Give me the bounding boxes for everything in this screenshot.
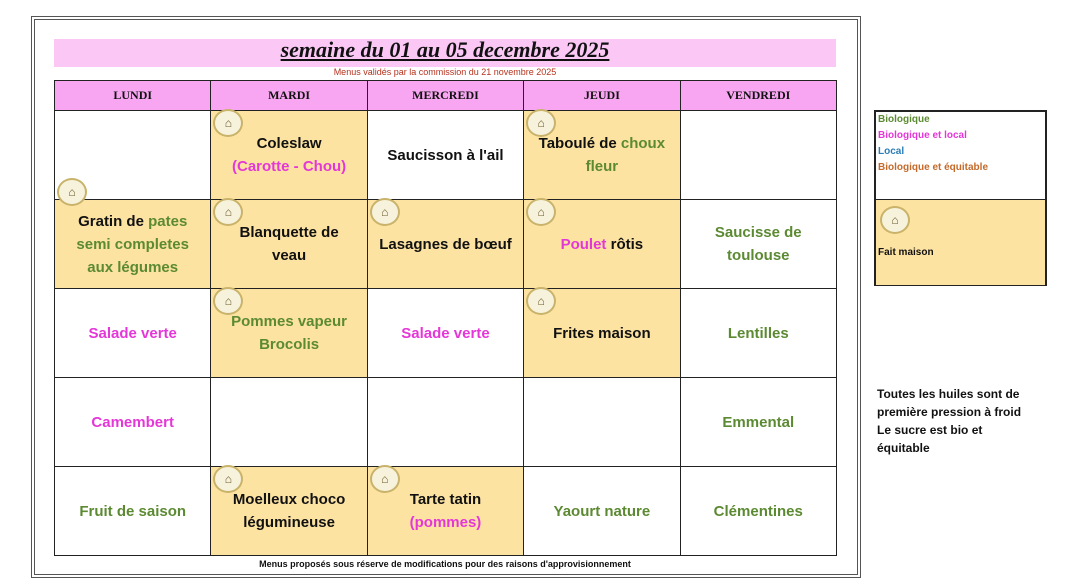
day-header-row — [55, 81, 837, 111]
menu-row — [55, 200, 837, 289]
legend-item-local: Local — [878, 146, 905, 157]
menu-cell-lundi — [55, 378, 211, 467]
dish-text: Salade verte — [401, 324, 490, 342]
legend-item-biologique-et-equitable: Biologique et équitable — [878, 162, 989, 173]
menu-table — [54, 80, 837, 556]
menu-cell-jeudi — [524, 289, 680, 378]
dish-text: Gratin de — [78, 212, 149, 230]
menu-row — [55, 289, 837, 378]
fait-maison-logo-icon: ⌂ — [213, 287, 243, 315]
dish-text: fleur — [585, 158, 619, 175]
dish-text: toulouse — [727, 247, 790, 264]
footer-note: Menus proposés sous réserve de modifications pour des raisons d'approvisionnement — [259, 559, 631, 569]
legend-fait-maison-label: Fait maison — [878, 247, 934, 258]
dish-text: Fruit de saison — [79, 502, 187, 520]
menu-cell-mardi — [211, 289, 367, 378]
dish-text: Taboulé de — [538, 135, 621, 152]
dish-line — [215, 333, 362, 356]
dish-text: Saucisson à l'ail — [387, 146, 504, 164]
menu-cell-jeudi — [524, 200, 680, 289]
legend-fait-maison-swatch — [876, 199, 1045, 285]
menu-cell-vendredi — [680, 289, 836, 378]
menu-row — [55, 378, 837, 467]
menu-row — [55, 467, 837, 556]
dish-line — [59, 322, 206, 345]
menu-cell-mardi — [211, 378, 367, 467]
dish-text: aux légumes — [87, 258, 179, 276]
dish-text: (Carotte - Chou) — [232, 158, 347, 175]
dish-text: Emmental — [722, 413, 795, 431]
dish-text: légumineuse — [243, 514, 335, 531]
dish-text: semi completes — [76, 235, 189, 253]
dish-line — [59, 210, 206, 233]
dish-line — [372, 488, 519, 511]
fait-maison-logo-icon: ⌂ — [370, 465, 400, 493]
note-line: Le sucre est bio et — [877, 423, 983, 437]
dish-text: Blanquette de — [239, 224, 339, 241]
dish-line — [215, 511, 362, 534]
menu-cell-mercredi — [367, 289, 523, 378]
dish-line — [685, 322, 832, 345]
dish-line — [685, 411, 832, 434]
dish-text: Camembert — [91, 413, 174, 431]
legend-label-list — [876, 112, 1045, 199]
dish-line — [59, 233, 206, 256]
menu-cell-lundi — [55, 184, 211, 289]
dish-line — [59, 256, 206, 279]
legend-box — [874, 110, 1047, 286]
menu-cell-jeudi — [524, 467, 680, 556]
dish-text: Yaourt nature — [553, 502, 651, 520]
fait-maison-logo-icon: ⌂ — [526, 287, 556, 315]
menu-cell-mardi — [211, 200, 367, 289]
dish-text: rôtis — [610, 235, 644, 253]
dish-line — [215, 488, 362, 511]
dish-line — [528, 500, 675, 523]
menu-title: semaine du 01 au 05 decembre 2025 — [280, 37, 610, 62]
day-header-vendredi: VENDREDI — [680, 81, 836, 111]
dish-text: Lasagnes de bœuf — [379, 235, 512, 253]
menu-row — [55, 111, 837, 200]
dish-text: Clémentines — [713, 502, 803, 520]
dish-text: Salade verte — [88, 324, 177, 342]
dish-line — [528, 132, 675, 155]
dish-text: Moelleux choco — [232, 491, 346, 508]
fait-maison-logo-icon: ⌂ — [57, 178, 87, 206]
note-line: équitable — [877, 441, 930, 455]
menu-cell-vendredi — [680, 200, 836, 289]
fait-maison-logo-icon: ⌂ — [526, 109, 556, 137]
dish-line — [215, 132, 362, 155]
menu-cell-mercredi — [367, 467, 523, 556]
fait-maison-logo-icon: ⌂ — [213, 465, 243, 493]
dish-text: Brocolis — [259, 336, 320, 353]
dish-line — [59, 411, 206, 434]
dish-line — [372, 322, 519, 345]
day-header-lundi: LUNDI — [55, 81, 211, 111]
dish-text: Frites maison — [553, 324, 651, 342]
menu-cell-vendredi — [680, 111, 836, 200]
menu-subtitle: Menus validés par la commission du 21 novembre 2025 — [333, 67, 557, 77]
note-line: première pression à froid — [877, 405, 1022, 419]
menu-cell-lundi — [55, 289, 211, 378]
menu-cell-lundi — [55, 467, 211, 556]
legend-item-biologique: Biologique — [878, 114, 930, 125]
menu-cell-mercredi — [367, 111, 523, 200]
fait-maison-logo-icon: ⌂ — [370, 198, 400, 226]
menu-cell-vendredi — [680, 467, 836, 556]
dish-text: Tarte tatin — [409, 491, 482, 508]
menu-cell-jeudi — [524, 378, 680, 467]
dish-text: Coleslaw — [256, 135, 322, 152]
fait-maison-logo-icon: ⌂ — [526, 198, 556, 226]
note-line: Toutes les huiles sont de — [877, 387, 1020, 401]
dish-line — [685, 244, 832, 267]
dish-line — [372, 144, 519, 167]
menu-body — [55, 111, 837, 556]
dish-line — [215, 221, 362, 244]
menu-cell-mardi — [211, 467, 367, 556]
day-header-mardi: MARDI — [211, 81, 367, 111]
day-header-mercredi: MERCREDI — [367, 81, 523, 111]
dish-line — [685, 500, 832, 523]
menu-cell-vendredi — [680, 378, 836, 467]
menu-cell-jeudi — [524, 111, 680, 200]
dish-line — [372, 511, 519, 534]
dish-line — [215, 310, 362, 333]
fait-maison-logo-icon: ⌂ — [213, 109, 243, 137]
dish-text: Pommes vapeur — [231, 313, 348, 330]
dish-text: choux — [620, 135, 666, 152]
menu-cell-mercredi — [367, 200, 523, 289]
dish-line — [59, 500, 206, 523]
menu-cell-mercredi — [367, 378, 523, 467]
fait-maison-logo-icon: ⌂ — [880, 206, 910, 234]
dish-text: veau — [271, 247, 307, 264]
fait-maison-logo-icon: ⌂ — [213, 198, 243, 226]
dish-line — [528, 322, 675, 345]
dish-line — [685, 221, 832, 244]
day-header-jeudi: JEUDI — [524, 81, 680, 111]
dish-line — [215, 155, 362, 178]
dish-text: Saucisse de — [714, 224, 802, 241]
dish-text: pates — [148, 212, 188, 230]
legend-item-biologique-et-local: Biologique et local — [878, 130, 967, 141]
notes-block — [877, 385, 1047, 457]
dish-line — [215, 244, 362, 267]
dish-text: Lentilles — [727, 324, 789, 342]
dish-text: (pommes) — [409, 514, 482, 531]
menu-cell-mardi — [211, 111, 367, 200]
dish-line — [372, 233, 519, 256]
dish-text: Poulet — [560, 235, 611, 253]
dish-line — [528, 155, 675, 178]
dish-line — [528, 233, 675, 256]
